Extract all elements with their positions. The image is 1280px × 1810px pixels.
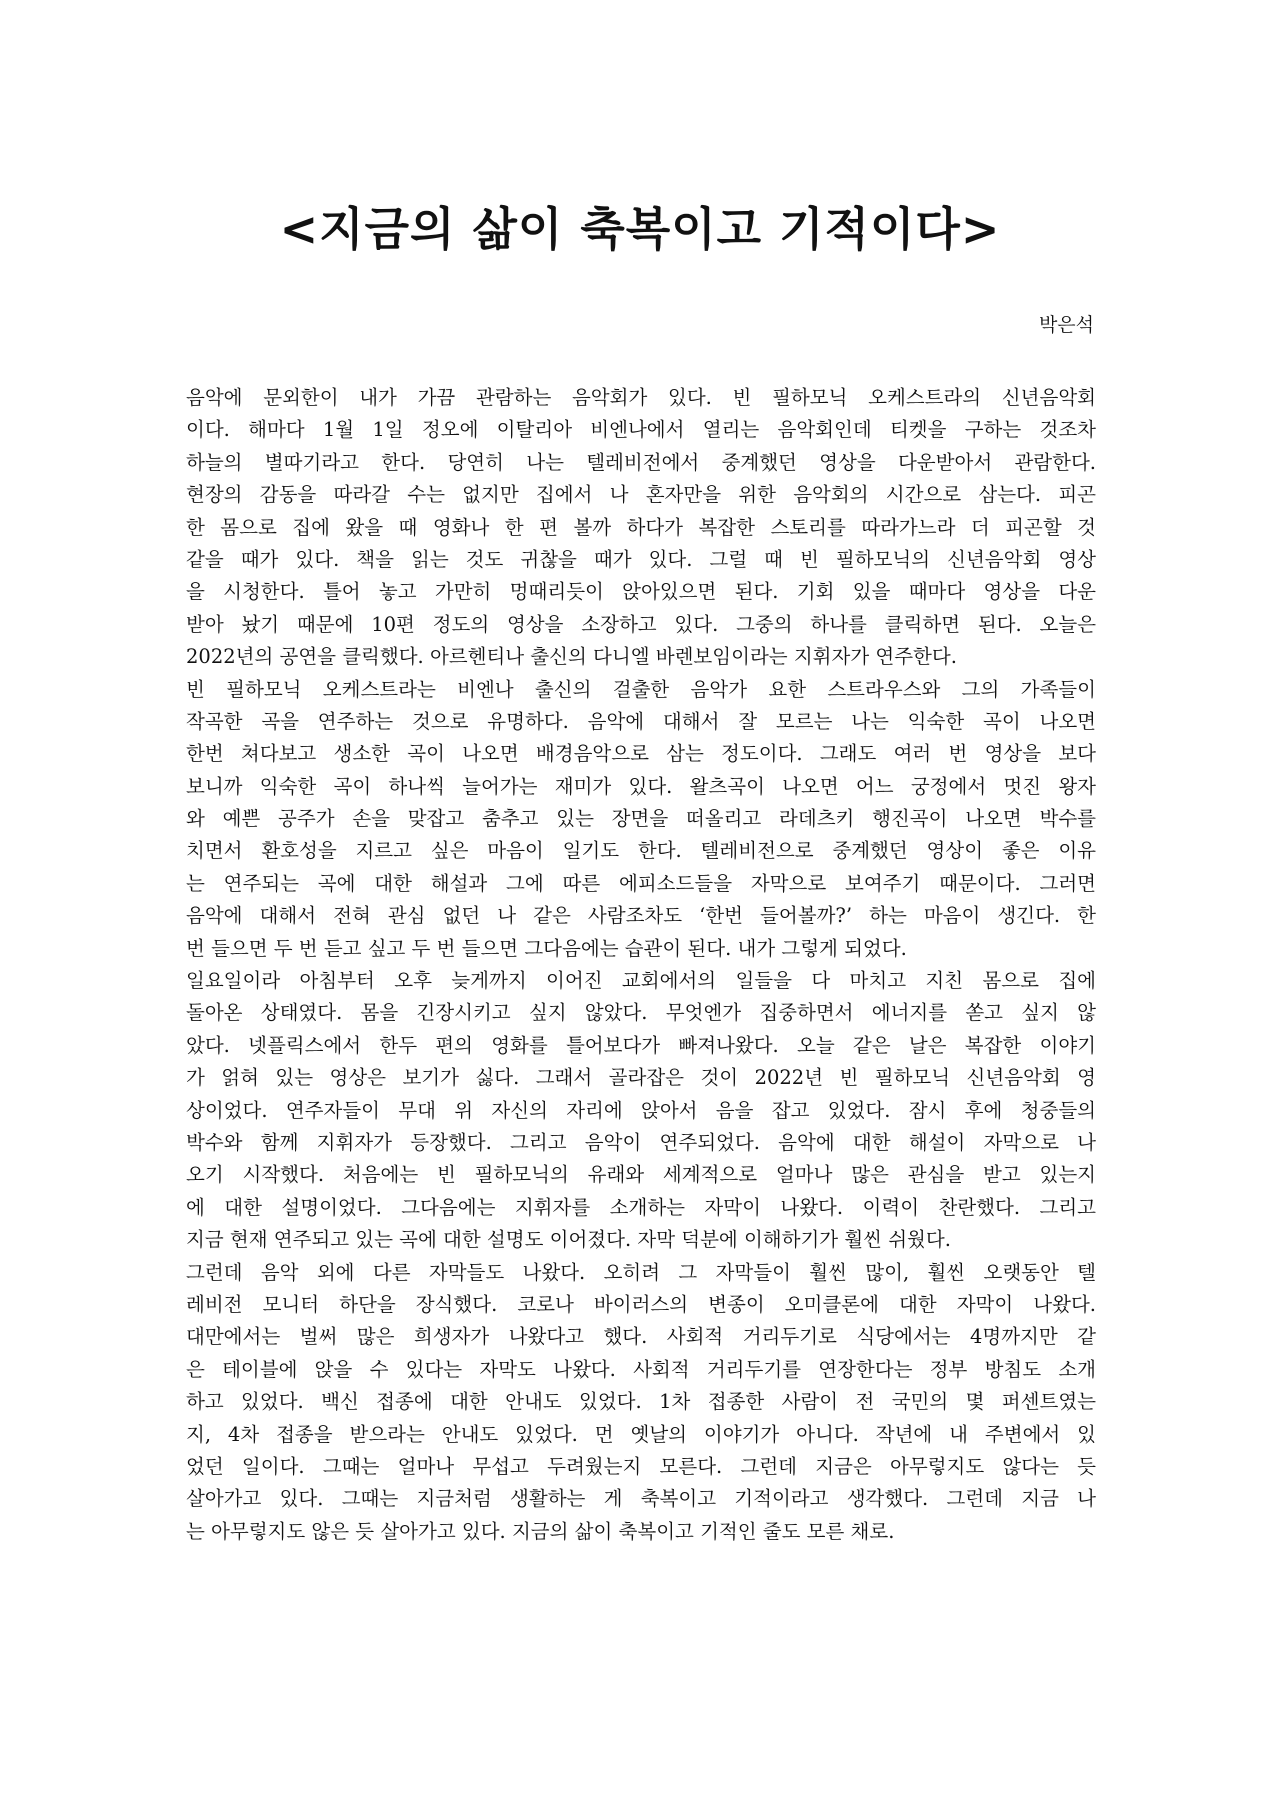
author-name: 박은석 bbox=[1038, 314, 1094, 336]
text-line: 에 대한 설명이었다. 그다음에는 지휘자를 소개하는 자막이 나왔다. 이력이 찬란했다. 그리고 bbox=[186, 1195, 1096, 1219]
text-line: 는 아무렇지도 않은 듯 살아가고 있다. 지금의 삶이 축복이고 기적인 줄도 모른 채로. bbox=[186, 1519, 895, 1543]
text-line: 음악에 문외한이 내가 가끔 관람하는 음악회가 있다. 빈 필하모닉 오케스트라의 신년음악회 bbox=[186, 386, 1096, 409]
text-line: 이다. 해마다 1월 1일 정오에 이탈리아 비엔나에서 열리는 음악회인데 티켓을 구하는 것조차 bbox=[186, 418, 1096, 442]
text-line: 보니까 익숙한 곡이 하나씩 늘어가는 재미가 있다. 왈츠곡이 나오면 어느 궁정에서 멋진 왕자 bbox=[186, 774, 1096, 798]
text-line: 그런데 음악 외에 다른 자막들도 나왔다. 오히려 그 자막들이 훨씬 많이, 훨씬 오랫동안 텔 bbox=[186, 1260, 1096, 1284]
text-line: 한 몸으로 집에 왔을 때 영화나 한 편 볼까 하다가 복잡한 스토리를 따라가느라 더 피곤할 것 bbox=[186, 515, 1096, 539]
text-line: 레비전 모니터 하단을 장식했다. 코로나 바이러스의 변종이 오미클론에 대한 자막이 나왔다. bbox=[186, 1292, 1096, 1316]
text-line: 같을 때가 있다. 책을 읽는 것도 귀찮을 때가 있다. 그럴 때 빈 필하모닉의 신년음악회 영상 bbox=[186, 547, 1096, 571]
text-line: 은 테이블에 앉을 수 있다는 자막도 나왔다. 사회적 거리두기를 연장한다는 정부 방침도 소개 bbox=[186, 1357, 1096, 1381]
text-line: 을 시청한다. 틀어 놓고 가만히 멍때리듯이 앉아있으면 된다. 기회 있을 때마다 영상을 다운 bbox=[186, 580, 1096, 604]
text-line: 한번 쳐다보고 생소한 곡이 나오면 배경음악으로 삼는 정도이다. 그래도 여러 번 영상을 보다 bbox=[186, 742, 1096, 766]
text-line: 지, 4차 접종을 받으라는 안내도 있었다. 먼 옛날의 이야기가 아니다. 작년에 내 주변에서 있 bbox=[186, 1422, 1096, 1446]
text-line: 가 얽혀 있는 영상은 보기가 싫다. 그래서 골라잡은 것이 2022년 빈 필하모닉 신년음악회 영 bbox=[186, 1066, 1096, 1090]
text-line: 박수와 함께 지휘자가 등장했다. 그리고 음악이 연주되었다. 음악에 대한 해설이 자막으로 나 bbox=[186, 1130, 1096, 1154]
text-line: 대만에서는 벌써 많은 희생자가 나왔다고 했다. 사회적 거리두기로 식당에서는 4명까지만 같 bbox=[186, 1325, 1096, 1349]
text-line: 일요일이라 아침부터 오후 늦게까지 이어진 교회에서의 일들을 다 마치고 지친 몸으로 집에 bbox=[186, 969, 1096, 993]
essay-body bbox=[186, 382, 1096, 1548]
text-line: 하고 있었다. 백신 접종에 대한 안내도 있었다. 1차 접종한 사람이 전 국민의 몇 퍼센트였는 bbox=[186, 1390, 1096, 1414]
text-line: 빈 필하모닉 오케스트라는 비엔나 출신의 걸출한 음악가 요한 스트라우스와 그의 가족들이 bbox=[186, 677, 1096, 701]
paragraph bbox=[186, 1257, 1096, 1549]
text-line: 현장의 감동을 따라갈 수는 없지만 집에서 나 혼자만을 위한 음악회의 시간으로 삼는다. 피곤 bbox=[186, 483, 1096, 507]
text-line: 하늘의 별따기라고 한다. 당연히 나는 텔레비전에서 중계했던 영상을 다운받아서 관람한다. bbox=[186, 450, 1096, 474]
text-line: 음악에 대해서 전혀 관심 없던 나 같은 사람조차도 ‘한번 들어볼까?’ 하는 마음이 생긴다. 한 bbox=[186, 904, 1096, 928]
text-line: 오기 시작했다. 처음에는 빈 필하모닉의 유래와 세계적으로 얼마나 많은 관심을 받고 있는지 bbox=[186, 1163, 1096, 1187]
text-line: 작곡한 곡을 연주하는 것으로 유명하다. 음악에 대해서 잘 모르는 나는 익숙한 곡이 나오면 bbox=[186, 709, 1096, 733]
paragraph bbox=[186, 382, 1096, 674]
text-line: 는 연주되는 곡에 대한 해설과 그에 따른 에피소드들을 자막으로 보여주기 때문이다. 그러면 bbox=[186, 871, 1096, 895]
paragraph bbox=[186, 674, 1096, 966]
paragraph bbox=[186, 965, 1096, 1257]
text-line: 돌아온 상태였다. 몸을 긴장시키고 싶지 않았다. 무엇엔가 집중하면서 에너지를 쏟고 싶지 않 bbox=[186, 1001, 1096, 1025]
text-line: 와 예쁜 공주가 손을 맞잡고 춤추고 있는 장면을 떠올리고 라데츠키 행진곡이 나오면 박수를 bbox=[186, 807, 1096, 831]
text-line: 지금 현재 연주되고 있는 곡에 대한 설명도 이어졌다. 자막 덕분에 이해하기가 훨씬 쉬웠다. bbox=[186, 1228, 951, 1252]
text-line: 2022년의 공연을 클릭했다. 아르헨티나 출신의 다니엘 바렌보임이라는 지휘자가 연주한다. bbox=[186, 645, 957, 669]
page-title: <지금의 삶이 축복이고 기적이다> bbox=[279, 202, 1001, 256]
text-line: 번 들으면 두 번 듣고 싶고 두 번 들으면 그다음에는 습관이 된다. 내가 그렇게 되었다. bbox=[186, 936, 907, 960]
text-line: 받아 놨기 때문에 10편 정도의 영상을 소장하고 있다. 그중의 하나를 클릭하면 된다. 오늘은 bbox=[186, 612, 1096, 636]
text-line: 상이었다. 연주자들이 무대 위 자신의 자리에 앉아서 음을 잡고 있었다. 잠시 후에 청중들의 bbox=[186, 1098, 1096, 1122]
text-line: 었던 일이다. 그때는 얼마나 무섭고 두려웠는지 모른다. 그런데 지금은 아무렇지도 않다는 듯 bbox=[186, 1454, 1096, 1478]
text-line: 살아가고 있다. 그때는 지금처럼 생활하는 게 축복이고 기적이라고 생각했다. 그런데 지금 나 bbox=[186, 1487, 1096, 1511]
text-line: 았다. 넷플릭스에서 한두 편의 영화를 틀어보다가 빠져나왔다. 오늘 같은 날은 복잡한 이야기 bbox=[186, 1033, 1096, 1057]
text-line: 치면서 환호성을 지르고 싶은 마음이 일기도 한다. 텔레비전으로 중계했던 영상이 좋은 이유 bbox=[186, 839, 1096, 863]
